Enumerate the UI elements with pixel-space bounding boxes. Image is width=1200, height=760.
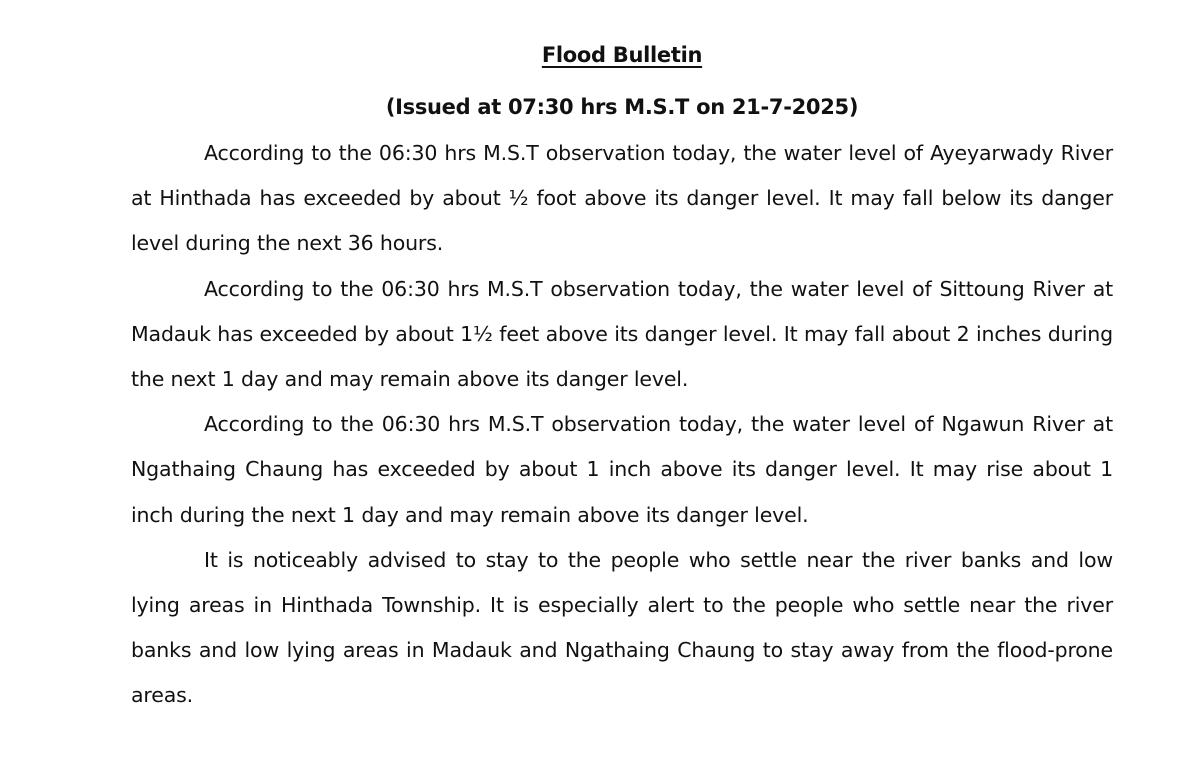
bulletin-body	[131, 131, 1113, 719]
paragraph-advisory: It is noticeably advised to stay to the people who settle near the river banks and low lying areas in Hinthada Township. It is especially alert to the people who settle near the river banks and low lying areas in Madauk and Ngathaing Chaung to stay away from the flood-prone areas.	[131, 547, 1113, 708]
bulletin-title: Flood Bulletin	[541, 43, 703, 67]
paragraph-ayeyarwady: According to the 06:30 hrs M.S.T observation today, the water level of Ayeyarwady River at Hinthada has exceeded by about ½ foot above its danger level. It may fall below its danger level during the next 36 hours.	[131, 141, 1113, 256]
paragraph-ngawun: According to the 06:30 hrs M.S.T observation today, the water level of Ngawun River at Ngathaing Chaung has exceeded by about 1 inch above its danger level. It may rise about 1 inch during the next 1 day and may remain above its danger level.	[131, 412, 1113, 527]
issued-timestamp: (Issued at 07:30 hrs M.S.T on 21-7-2025)	[385, 95, 859, 119]
paragraph-sittoung: According to the 06:30 hrs M.S.T observation today, the water level of Sittoung River at Madauk has exceeded by about 1½ feet above its danger level. It may fall about 2 inches during the next 1 day and may remain above its danger level.	[131, 276, 1113, 392]
